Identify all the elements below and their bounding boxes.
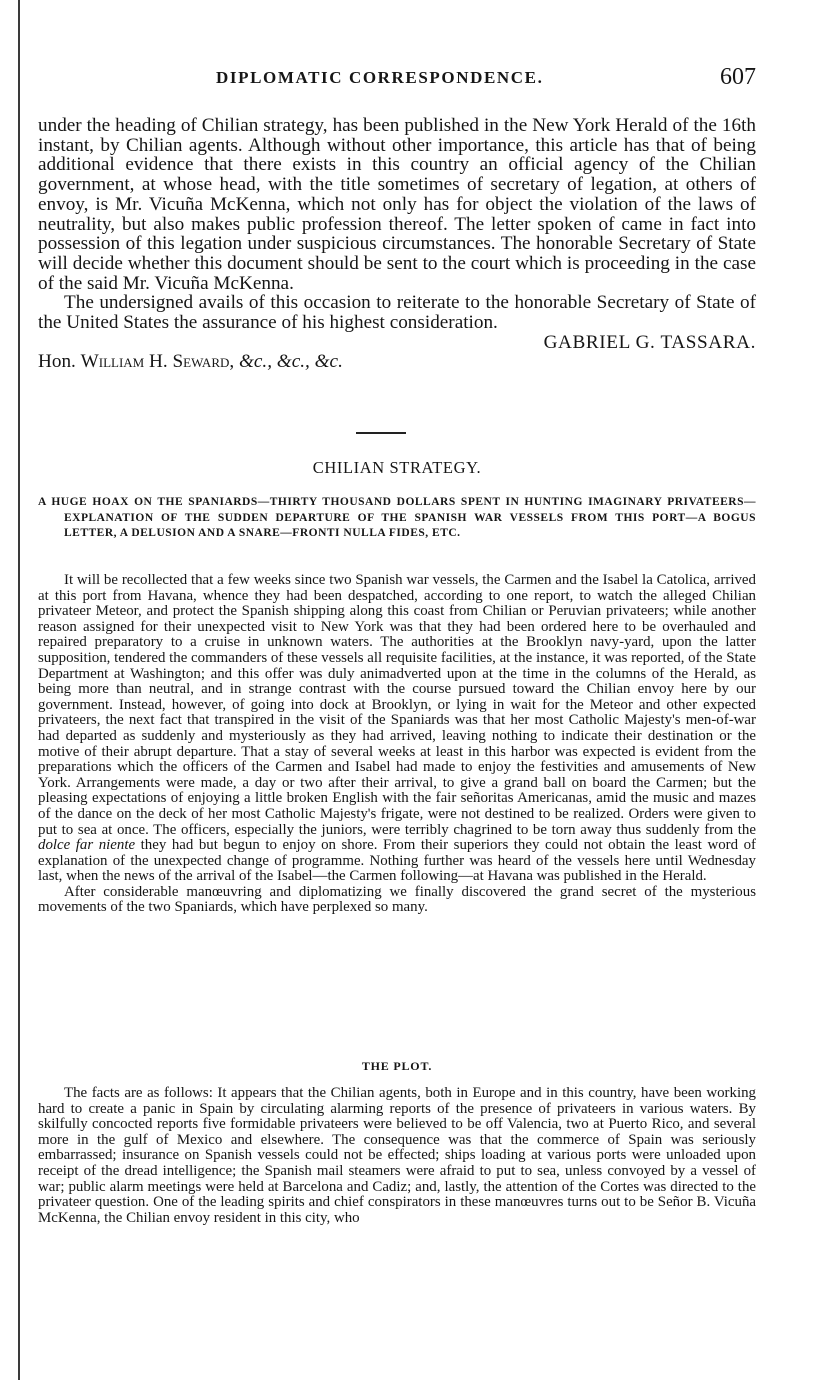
italic-phrase: dolce far niente: [38, 837, 136, 854]
article-paragraph: [38, 573, 756, 885]
addressee-name: William H. Seward,: [80, 351, 235, 373]
plot-heading: THE PLOT.: [361, 1059, 433, 1073]
letter-closing-paragraph: The undersigned avails of this occasion to reiterate to the honorable Secretary of State of the United States the assurance of his highest consideration.: [38, 292, 756, 334]
paragraph-text-continued: they had but begun to enjoy on shore. From their superiors they could not obtain the least word of explanation of the unexpected change of programme. Nothing further was heard of the vessels here until Wednesday last, when the news of the arrival of the Isabel—the Carmen following—at Havana was published in the Herald.: [38, 837, 756, 885]
letter-paragraph: under the heading of Chilian strategy, has been published in the New York Herald of the 16th instant, by Chilian agents. Although without other importance, this article has that of being additional evidence that there exists in this country an official agency of the Chilian government, at whose head, with the title sometimes of secretary of legation, at others of envoy, is Mr. Vicuña McKenna, which not only has for object the violation of the laws of neutrality, but also makes public profession thereof. The letter spoken of came in fact into possession of this legation under suspicious circumstances. The honorable Secretary of State will decide whether this document should be sent to the court which is proceeding in the case of the said Mr. Vicuña McKenna.: [38, 115, 756, 294]
article-body: [38, 573, 756, 916]
signature: GABRIEL G. TASSARA.: [543, 331, 756, 353]
section-divider: [356, 432, 406, 434]
paragraph-text: It will be recollected that a few weeks since two Spanish war vessels, the Carmen and the Isabel la Catolica, arrived at this port from Havana, whence they had been despatched, according to one report, to watch the alleged Chilian privateer Meteor, and protect the Spanish shipping along this coast from Chilian or Peruvian privateers; while another reason assigned for their unexpected visit to New York was that they had been ordered here to be overhauled and repaired preparatory to a cruise in unknown waters. The authorities at the Brooklyn navy-yard, upon the latter supposition, tendered the commanders of these vessels all requisite facilities, at the instance, it was reported, of the State Department at Washington; and this offer was duly animadverted upon at the time in the columns of the Herald, as being more than neutral, and in strange contrast with the course pursued toward the Chilian envoy here by our government. Instead, however, of going into dock at Brooklyn, or lying in wait for the Meteor and other expected privateers, the next fact that transpired in the visit of the Spaniards was that her most Catholic Majesty's men-of-war had departed as suddenly and mysteriously as they had arrived, leaving nothing to indicate their destination or the motive of their abrupt departure. That a stay of several weeks at least in this harbor was expected is evident from the preparations which the officers of the Carmen and Isabel had made to enjoy the festivities and amusements of New York. Arrangements were made, a day or two after their arrival, to give a grand ball on board the Carmen; but the pleasing expectations of enjoying a little broken English with the fair señoritas Americanas, amid the music and mazes of the dance on the deck of her most Catholic Majesty's frigate, were not destined to be realized. Orders were given to put to sea at once. The officers, especially the juniors, were terribly chagrined to be torn away thus suddenly from the: [38, 572, 756, 838]
running-title: DIPLOMATIC CORRESPONDENCE.: [216, 68, 544, 87]
addressee-etc: &c., &c., &c.: [238, 351, 343, 373]
plot-body: [38, 1086, 756, 1226]
subheading-text: A HUGE HOAX ON THE SPANIARDS—THIRTY THOUSAND DOLLARS SPENT IN HUNTING IMAGINARY PRIVATEERS—EXPLANATION OF THE SUDDEN DEPARTURE OF THE SPANISH WAR VESSELS FROM THIS PORT—A BOGUS LETTER, A DELUSION AND A SNARE—FRONTI NULLA FIDES, ETC.: [38, 496, 756, 539]
plot-paragraph: The facts are as follows: It appears that the Chilian agents, both in Europe and in this country, have been working hard to create a panic in Spain by circulating alarming reports of the presence of privateers in various waters. By skilfully concocted reports five formidable privateers were believed to be off Valencia, two at Puerto Rico, and several more in the gulf of Mexico and elsewhere. The consequence was that the commerce of Spain was seriously embarrassed; insurance on Spanish vessels could not be effected; ships loading at various ports were unloaded upon receipt of the dread intelligence; the Spanish mail steamers were afraid to put to sea, unless convoyed by a vessel of war; public alarm meetings were held at Barcelona and Cadiz; and, lastly, the attention of the Cortes was directed to the privateer question. One of the leading spirits and chief conspirators in these manœuvres turns out to be Señor B. Vicuña McKenna, the Chilian envoy resident in this city, who: [38, 1085, 756, 1226]
article-paragraph-2: After considerable manœuvring and diplomatizing we finally discovered the grand secret of the mysterious movements of the two Spaniards, which have perplexed so many.: [38, 883, 756, 916]
article-title: CHILIAN STRATEGY.: [312, 458, 482, 477]
addressee-prefix: Hon.: [38, 351, 76, 373]
page-number: 607: [720, 64, 756, 90]
addressee: [38, 352, 756, 372]
letter-continuation: [38, 116, 756, 372]
article-subheading: [38, 495, 756, 542]
book-spine-edge: [18, 0, 20, 1380]
page-header: [38, 64, 756, 94]
